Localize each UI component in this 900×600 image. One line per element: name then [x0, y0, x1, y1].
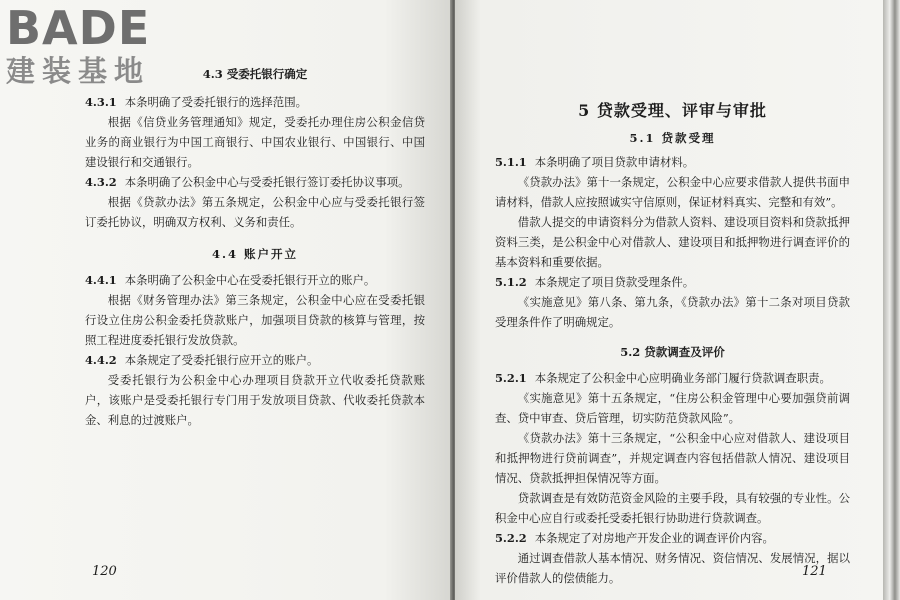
paragraph: 《实施意见》第十五条规定，“住房公积金管理中心要加强贷前调查、贷中审查、贷后管理，切实防范贷款风险”。 [495, 391, 850, 425]
logo-subtitle: 建装基地 [6, 54, 151, 88]
clause-5-2-1 [495, 368, 850, 388]
paragraph: 根据《信贷业务管理通知》规定，受委托办理住房公积金信贷业务的商业银行为中国工商银行、中国农业银行、中国银行、中国建设银行和交通银行。 [85, 115, 425, 169]
clause-4-4-1 [85, 270, 425, 290]
clause-4-3-1 [85, 92, 425, 112]
paragraph: 受委托银行为公积金中心办理项目贷款开立代收委托贷款账户，该账户是受委托银行专门用于发放项目贷款、代收委托贷款本金、利息的过渡账户。 [85, 373, 425, 427]
clause-text: 本条明确了公积金中心在受委托银行开立的账户。 [124, 273, 376, 287]
page-number-right: 121 [802, 564, 827, 579]
left-page-text [85, 64, 425, 430]
clause-number: 4.3.2 [85, 175, 117, 189]
clause-4-3-2 [85, 172, 425, 192]
paragraph: 《贷款办法》第十三条规定，“公积金中心应对借款人、建设项目和抵押物进行贷前调查”，并规定调查内容包括借款人情况、建设项目情况、贷款抵押担保情况等方面。 [495, 431, 850, 485]
section-heading-5-1: 5.1 贷款受理 [629, 131, 716, 145]
clause-number: 4.3.1 [85, 95, 117, 109]
clause-text: 本条规定了公积金中心应明确业务部门履行贷款调查职责。 [534, 371, 831, 385]
clause-5-2-2 [495, 528, 850, 548]
paragraph: 借款人提交的申请资料分为借款人资料、建设项目资料和贷款抵押资料三类，是公积金中心对借款人、建设项目和抵押物进行调查评价的基本资料和重要依据。 [495, 215, 850, 269]
clause-number: 5.2.2 [495, 531, 527, 545]
paragraph: 《实施意见》第八条、第九条，《贷款办法》第十二条对项目贷款受理条件作了明确规定。 [495, 295, 850, 329]
paragraph: 根据《财务管理办法》第三条规定，公积金中心应在受委托银行设立住房公积金委托贷款账户，加强项目贷款的核算与管理，按照工程进度委托银行发放贷款。 [85, 293, 425, 347]
clause-number: 5.1.2 [495, 275, 527, 289]
clause-text: 本条规定了对房地产开发企业的调查评价内容。 [534, 531, 774, 545]
paragraph: 贷款调查是有效防范资金风险的主要手段，具有较强的专业性。公积金中心应自行或委托受委托银行协助进行贷款调查。 [495, 491, 850, 525]
clause-text: 本条明确了项目贷款申请材料。 [534, 155, 695, 169]
right-page [455, 0, 883, 600]
clause-4-4-2 [85, 350, 425, 370]
chapter-title: 5 贷款受理、评审与审批 [578, 101, 767, 120]
right-page-text [495, 98, 850, 588]
paragraph: 通过调查借款人基本情况、财务情况、资信情况、发展情况，据以评价借款人的偿债能力。 [495, 551, 850, 585]
clause-text: 本条明确了公积金中心与受委托银行签订委托协议事项。 [124, 175, 410, 189]
section-heading-4-3: 4.3 受委托银行确定 [202, 67, 308, 81]
section-heading-4-4: 4.4 账户开立 [211, 247, 298, 261]
clause-text: 本条规定了项目贷款受理条件。 [534, 275, 695, 289]
page-edge [883, 0, 900, 600]
clause-number: 4.4.1 [85, 273, 117, 287]
clause-number: 5.1.1 [495, 155, 527, 169]
logo-brand: BADE [6, 1, 151, 55]
clause-number: 4.4.2 [85, 353, 117, 367]
clause-text: 本条明确了受委托银行的选择范围。 [124, 95, 307, 109]
paragraph: 《贷款办法》第十一条规定，公积金中心应要求借款人提供书面申请材料，借款人应按照诚实守信原则，保证材料真实、完整和有效”。 [495, 175, 850, 209]
clause-5-1-2 [495, 272, 850, 292]
page-number-left: 120 [92, 564, 117, 579]
clause-5-1-1 [495, 152, 850, 172]
paragraph: 根据《贷款办法》第五条规定，公积金中心应与受委托银行签订委托协议，明确双方权利、义务和责任。 [85, 195, 425, 229]
clause-text: 本条规定了受委托银行应开立的账户。 [124, 353, 319, 367]
clause-number: 5.2.1 [495, 371, 527, 385]
section-heading-5-2: 5.2 贷款调查及评价 [620, 345, 725, 359]
